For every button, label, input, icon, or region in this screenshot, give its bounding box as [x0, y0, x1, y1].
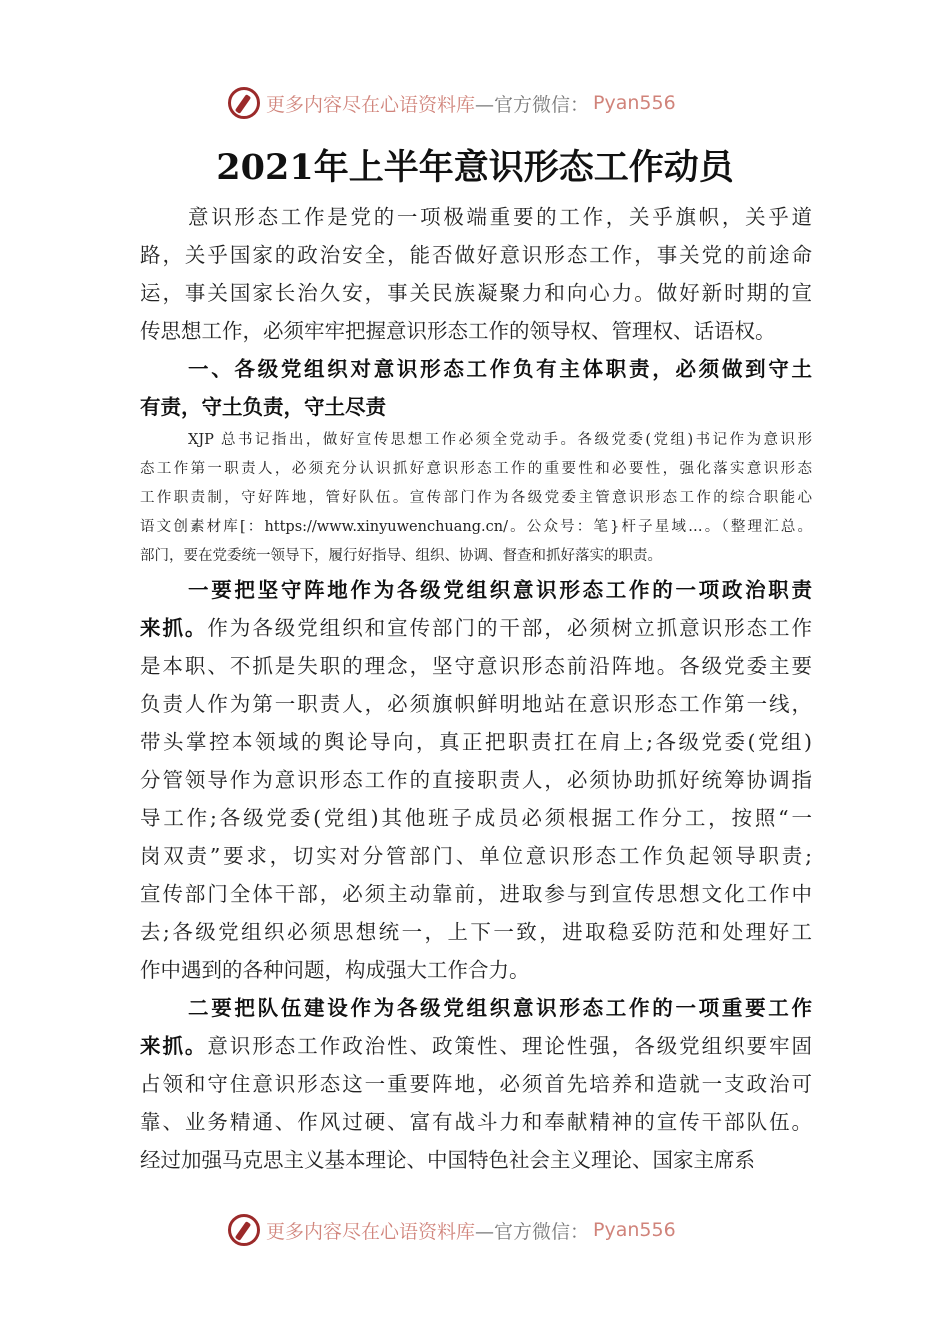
paragraph	[140, 198, 812, 350]
text-line	[140, 951, 812, 989]
text-line	[140, 513, 812, 542]
text-line	[140, 1027, 812, 1065]
text-line	[140, 388, 812, 426]
text-line	[140, 312, 812, 350]
text-line	[140, 647, 812, 685]
text-line	[140, 761, 812, 799]
text-line	[140, 1103, 812, 1141]
body-text: 传思想工作，必须牢牢把握意识形态工作的领导权、管理权、话语权。	[140, 319, 776, 343]
text-line	[140, 1141, 812, 1179]
body-text: 去;各级党组织必须思想统一，上下一致，进取稳妥防范和处理好工	[140, 920, 812, 944]
body-text: 岗双责”要求，切实对分管部门、单位意识形态工作负起领导职责;	[140, 844, 812, 868]
bold-heading-text: 一、各级党组织对意识形态工作负有主体职责，必须做到守土	[188, 357, 812, 381]
body-text: 路，关乎国家的政治安全，能否做好意识形态工作，事关党的前途命	[140, 243, 812, 267]
body-text: 作为各级党组织和宣传部门的干部，必须树立抓意识形态工作	[207, 616, 813, 640]
bold-heading-text: 有责，守土负责，守土尽责	[140, 395, 386, 419]
text-line	[140, 913, 812, 951]
text-line	[140, 484, 812, 513]
text-line	[140, 685, 812, 723]
text-line	[140, 426, 812, 455]
pen-logo-icon	[228, 1214, 260, 1246]
text-line	[140, 542, 812, 571]
text-line	[140, 198, 812, 236]
paragraph	[140, 571, 812, 989]
bold-heading-text: 一要把坚守阵地作为各级党组织意识形态工作的一项政治职责	[188, 578, 812, 602]
footer-watermark	[228, 1212, 728, 1248]
text-line	[140, 571, 812, 609]
text-line	[140, 274, 812, 312]
quote-paragraph	[140, 426, 812, 571]
text-line	[140, 609, 812, 647]
watermark-text: 更多内容尽在心语资料库	[266, 1220, 476, 1243]
body-text: 运，事关国家长治久安，事关民族凝聚力和向心力。做好新时期的宣	[140, 281, 812, 305]
text-line	[140, 350, 812, 388]
watermark-wechat-label: —官方微信：	[475, 93, 590, 116]
bold-heading-text: 二要把队伍建设作为各级党组织意识形态工作的一项重要工作	[188, 996, 812, 1020]
body-text: 宣传部门全体干部，必须主动靠前，进取参与到宣传思想文化工作中	[140, 882, 812, 906]
body-text: 意识形态工作是党的一项极端重要的工作，关乎旗帜，关乎道	[188, 205, 812, 229]
bold-heading-text: 来抓。	[140, 1034, 208, 1058]
body-text: 分管领导作为意识形态工作的直接职责人，必须协助抓好统筹协调指	[140, 768, 812, 792]
watermark-wechat-id: Pyan556	[593, 1219, 676, 1241]
body-text: 占领和守住意识形态这一重要阵地，必须首先培养和造就一支政治可	[140, 1072, 812, 1096]
body-text: 导工作;各级党委(党组)其他班子成员必须根据工作分工，按照“一	[140, 806, 812, 830]
body-text: 是本职、不抓是失职的理念，坚守意识形态前沿阵地。各级党委主要	[140, 654, 812, 678]
text-line	[140, 875, 812, 913]
text-line	[140, 455, 812, 484]
body-text: 部门，要在党委统一领导下，履行好指导、组织、协调、督查和抓好落实的职责。	[140, 548, 662, 564]
text-line	[140, 799, 812, 837]
text-line	[140, 837, 812, 875]
body-text: 负责人作为第一职责人，必须旗帜鲜明地站在意识形态工作第一线，	[140, 692, 812, 716]
header-watermark	[228, 85, 728, 121]
document-title: 2021年上半年意识形态工作动员	[216, 147, 734, 188]
body-text: 经过加强马克思主义基本理论、中国特色社会主义理论、国家主席系	[140, 1148, 755, 1172]
paragraph	[140, 350, 812, 426]
watermark-wechat-id: Pyan556	[593, 92, 676, 114]
bold-heading-text: 来抓。	[140, 616, 208, 640]
body-text: 作中遇到的各种问题，构成强大工作合力。	[140, 958, 530, 982]
body-text: 工作职责制，守好阵地，管好队伍。宣传部门作为各级党委主管意识形态工作的综合职能心	[140, 490, 812, 506]
pen-logo-icon	[228, 87, 260, 119]
paragraph	[140, 989, 812, 1179]
watermark-text: 更多内容尽在心语资料库	[266, 93, 476, 116]
text-line	[140, 236, 812, 274]
body-text: 意识形态工作政治性、政策性、理论性强，各级党组织要牢固	[207, 1034, 813, 1058]
body-text: 靠、业务精通、作风过硬、富有战斗力和奉献精神的宣传干部队伍。	[140, 1110, 812, 1134]
watermark-wechat-label: —官方微信：	[475, 1220, 590, 1243]
document-body	[140, 198, 812, 1179]
text-line	[140, 989, 812, 1027]
text-line	[140, 1065, 812, 1103]
body-text: 带头掌控本领域的舆论导向，真正把职责扛在肩上;各级党委(党组)	[140, 730, 812, 754]
body-text: XJP 总书记指出，做好宣传思想工作必须全党动手。各级党委(党组)书记作为意识形	[188, 432, 812, 448]
body-text: 语文创素材库[：https://www.xinyuwenchuang.cn/。公众号：笔}杆子星域…。（整理汇总。	[140, 519, 812, 535]
body-text: 态工作第一职责人，必须充分认识抓好意识形态工作的重要性和必要性，强化落实意识形态	[140, 461, 812, 477]
text-line	[140, 723, 812, 761]
